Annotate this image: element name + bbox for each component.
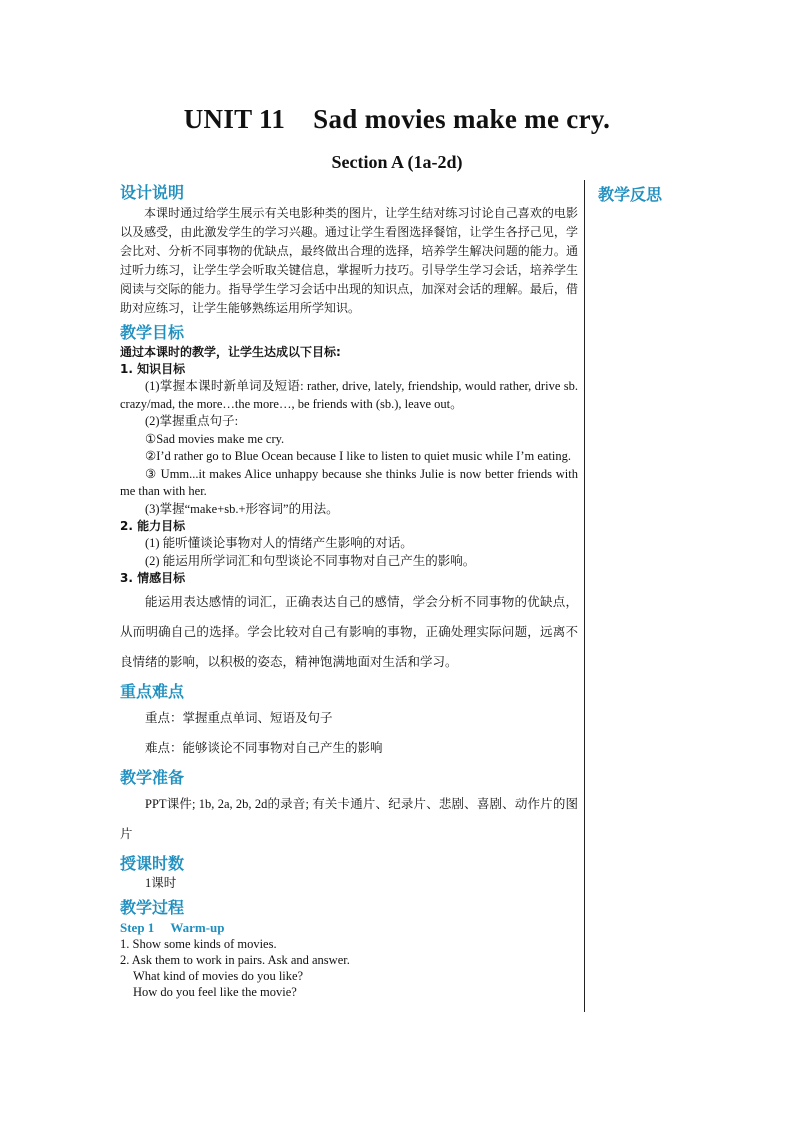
emotion-text: 能运用表达感情的词汇，正确表达自己的感情，学会分析不同事物的优缺点，从而明确自己的选择。学会比较对自己有影响的事物，正确处理实际问题，远离不良情绪的影响，以积极的姿态，精神饱满地面对生活和学习。 bbox=[120, 595, 578, 669]
hours-heading: 授课时数 bbox=[120, 854, 185, 873]
section-subtitle: Section A (1a-2d) bbox=[331, 152, 463, 172]
sentence-3: ③ Umm...it makes Alice unhappy because she thinks Julie is now better friends with me than with her. bbox=[120, 466, 578, 498]
goals-intro: 通过本课时的教学，让学生达成以下目标: bbox=[120, 345, 341, 359]
design-text: 本课时通过给学生展示有关电影种类的图片，让学生结对练习讨论自己喜欢的电影以及感受，由此激发学生的学习兴趣。通过让学生看图选择餐馆，让学生各抒己见，学会比对、分析不同事物的优缺点，最终做出合理的选择，培养学生解决问题的能力。通过听力练习，让学生学会听取关键信息，掌握听力技巧。引导学生学习会话，培养学生阅读与交际的能力。指导学生学习会话中出现的知识点，加深对会话的理解。最后，借助对应练习，让学生能够熟练运用所学知识。 bbox=[120, 206, 578, 315]
process-heading: 教学过程 bbox=[120, 897, 185, 917]
process-line-4: How do you feel like the movie? bbox=[133, 985, 297, 999]
process-line-2: 2. Ask them to work in pairs. Ask and answer. bbox=[120, 953, 350, 967]
title-text: Sad movies make me cry. bbox=[313, 104, 611, 134]
key-point: 重点：掌握重点单词、短语及句子 bbox=[145, 711, 333, 725]
process-line-1: 1. Show some kinds of movies. bbox=[120, 937, 277, 951]
prep-text: PPT课件; 1b, 2a, 2b, 2d的录音; 有关卡通片、纪录片、悲剧、喜剧、动作片的图片 bbox=[120, 797, 578, 841]
ability-item-1: (1) 能听懂谈论事物对人的情绪产生影响的对话。 bbox=[145, 536, 413, 550]
page-title bbox=[0, 104, 794, 135]
design-heading: 设计说明 bbox=[120, 183, 185, 202]
sentence-2: ②I’d rather go to Blue Ocean because I like to listen to quiet music while I’m eating. bbox=[145, 449, 572, 463]
column-divider bbox=[584, 180, 585, 1012]
knowledge-heading: 1. 知识目标 bbox=[120, 362, 186, 376]
knowledge-item-1: (1)掌握本课时新单词及短语: rather, drive, lately, friendship, would rather, drive sb. crazy/mad, the more…the more…, be friends with (sb.), leave out。 bbox=[120, 379, 578, 411]
keypoints-heading: 重点难点 bbox=[120, 682, 185, 701]
ability-item-2: (2) 能运用所学词汇和句型谈论不同事物对自己产生的影响。 bbox=[145, 553, 476, 568]
title-unit: UNIT 11 bbox=[183, 104, 286, 134]
step-label: Step 1 bbox=[120, 919, 155, 935]
sentence-1: ①Sad movies make me cry. bbox=[145, 431, 285, 446]
knowledge-item-3: (3)掌握“make+sb.+形容词”的用法。 bbox=[145, 501, 339, 516]
ability-heading: 2. 能力目标 bbox=[120, 519, 186, 533]
hard-point: 难点：能够谈论不同事物对自己产生的影响 bbox=[145, 741, 383, 755]
hours-text: 1课时 bbox=[145, 876, 177, 890]
main-column bbox=[120, 182, 578, 1000]
emotion-heading: 3. 情感目标 bbox=[120, 571, 186, 585]
step-name: Warm-up bbox=[170, 919, 225, 935]
process-line-3: What kind of movies do you like? bbox=[133, 969, 304, 983]
step-1-heading bbox=[120, 919, 578, 937]
goals-heading: 教学目标 bbox=[120, 323, 185, 342]
prep-heading: 教学准备 bbox=[120, 768, 185, 787]
reflection-heading: 教学反思 bbox=[598, 185, 663, 204]
knowledge-item-2: (2)掌握重点句子: bbox=[145, 414, 239, 428]
